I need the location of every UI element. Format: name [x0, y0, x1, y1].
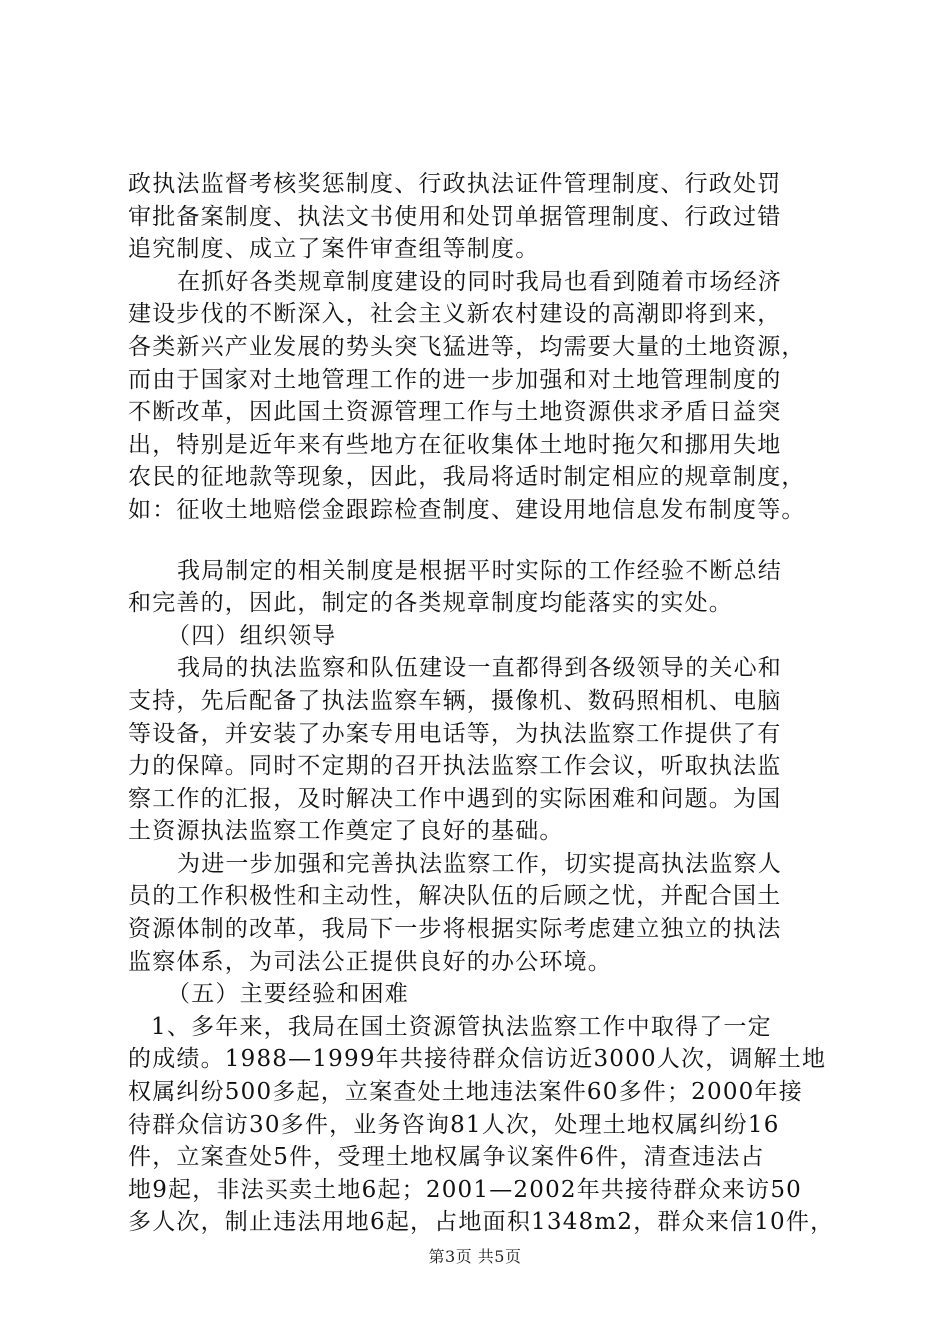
paragraph-start: 1、多年来，我局在国土资源管执法监察工作中取得了一定 — [151, 1013, 772, 1040]
text-line: 各类新兴产业发展的势头突飞猛进等，均需要大量的土地资源， — [128, 333, 806, 360]
text-line: 多人次，制止违法用地6起，占地面积1348m2，群众来信10件， — [128, 1209, 835, 1236]
text-line: 待群众信访30多件，业务咨询81人次，处理土地权属纠纷16 — [128, 1111, 780, 1138]
text-line: 土资源执法监察工作奠定了良好的基础。 — [128, 818, 564, 845]
page-number: 第3页 共5页 — [428, 1247, 522, 1266]
text-line: 监察体系，为司法公正提供良好的办公环境。 — [128, 948, 612, 975]
section-heading: （五）主要经验和困难 — [167, 981, 409, 1008]
text-line: 追究制度、成立了案件审查组等制度。 — [128, 236, 540, 263]
paragraph-start: 我局的执法监察和队伍建设一直都得到各级领导的关心和 — [177, 655, 782, 682]
text-line: 政执法监督考核奖惩制度、行政执法证件管理制度、行政处罚 — [128, 171, 782, 197]
text-line: 农民的征地款等现象，因此，我局将适时制定相应的规章制度， — [128, 464, 806, 491]
text-line: 而由于国家对土地管理工作的进一步加强和对土地管理制度的 — [128, 366, 782, 393]
text-line: 权属纠纷500多起，立案查处土地违法案件60多件；2000年接 — [128, 1079, 803, 1106]
text-line: 不断改革，因此国土资源管理工作与土地资源供求矛盾日益突 — [128, 399, 782, 426]
text-line: 员的工作积极性和主动性，解决队伍的后顾之忧，并配合国土 — [128, 883, 782, 910]
text-line: 等设备，并安装了办案专用电话等，为执法监察工作提供了有 — [128, 720, 782, 747]
section-heading: （四）组织领导 — [167, 622, 337, 649]
text-line: 建设步伐的不断深入，社会主义新农村建设的高潮即将到来， — [128, 301, 782, 328]
paragraph-gap — [128, 527, 858, 555]
paragraph-start: 为进一步加强和完善执法监察工作，切实提高执法监察人 — [177, 850, 782, 877]
paragraph-start: 我局制定的相关制度是根据平时实际的工作经验不断总结 — [177, 557, 782, 584]
text-line: 如：征收土地赔偿金跟踪检查制度、建设用地信息发布制度等。 — [128, 496, 806, 523]
text-line: 力的保障。同时不定期的召开执法监察工作会议，听取执法监 — [128, 753, 782, 780]
text-line: 件，立案查处5件，受理土地权属争议案件6件，清查违法占 — [128, 1144, 765, 1171]
text-line: 的成绩。1988—1999年共接待群众信访近3000人次，调解土地 — [128, 1046, 827, 1073]
text-line: 资源体制的改革，我局下一步将根据实际考虑建立独立的执法 — [128, 916, 782, 943]
text-line: 察工作的汇报，及时解决工作中遇到的实际困难和问题。为国 — [128, 785, 782, 812]
body-text — [128, 168, 858, 1239]
text-line: 支持，先后配备了执法监察车辆，摄像机、数码照相机、电脑 — [128, 687, 782, 714]
text-line: 和完善的，因此，制定的各类规章制度均能落实的实处。 — [128, 590, 733, 617]
text-line: 地9起，非法买卖土地6起；2001—2002年共接待群众来访50 — [128, 1176, 802, 1203]
paragraph-start: 在抓好各类规章制度建设的同时我局也看到随着市场经济 — [177, 268, 782, 295]
text-line: 出，特别是近年来有些地方在征收集体土地时拖欠和挪用失地 — [128, 431, 782, 458]
text-line: 审批备案制度、执法文书使用和处罚单据管理制度、行政过错 — [128, 203, 782, 230]
